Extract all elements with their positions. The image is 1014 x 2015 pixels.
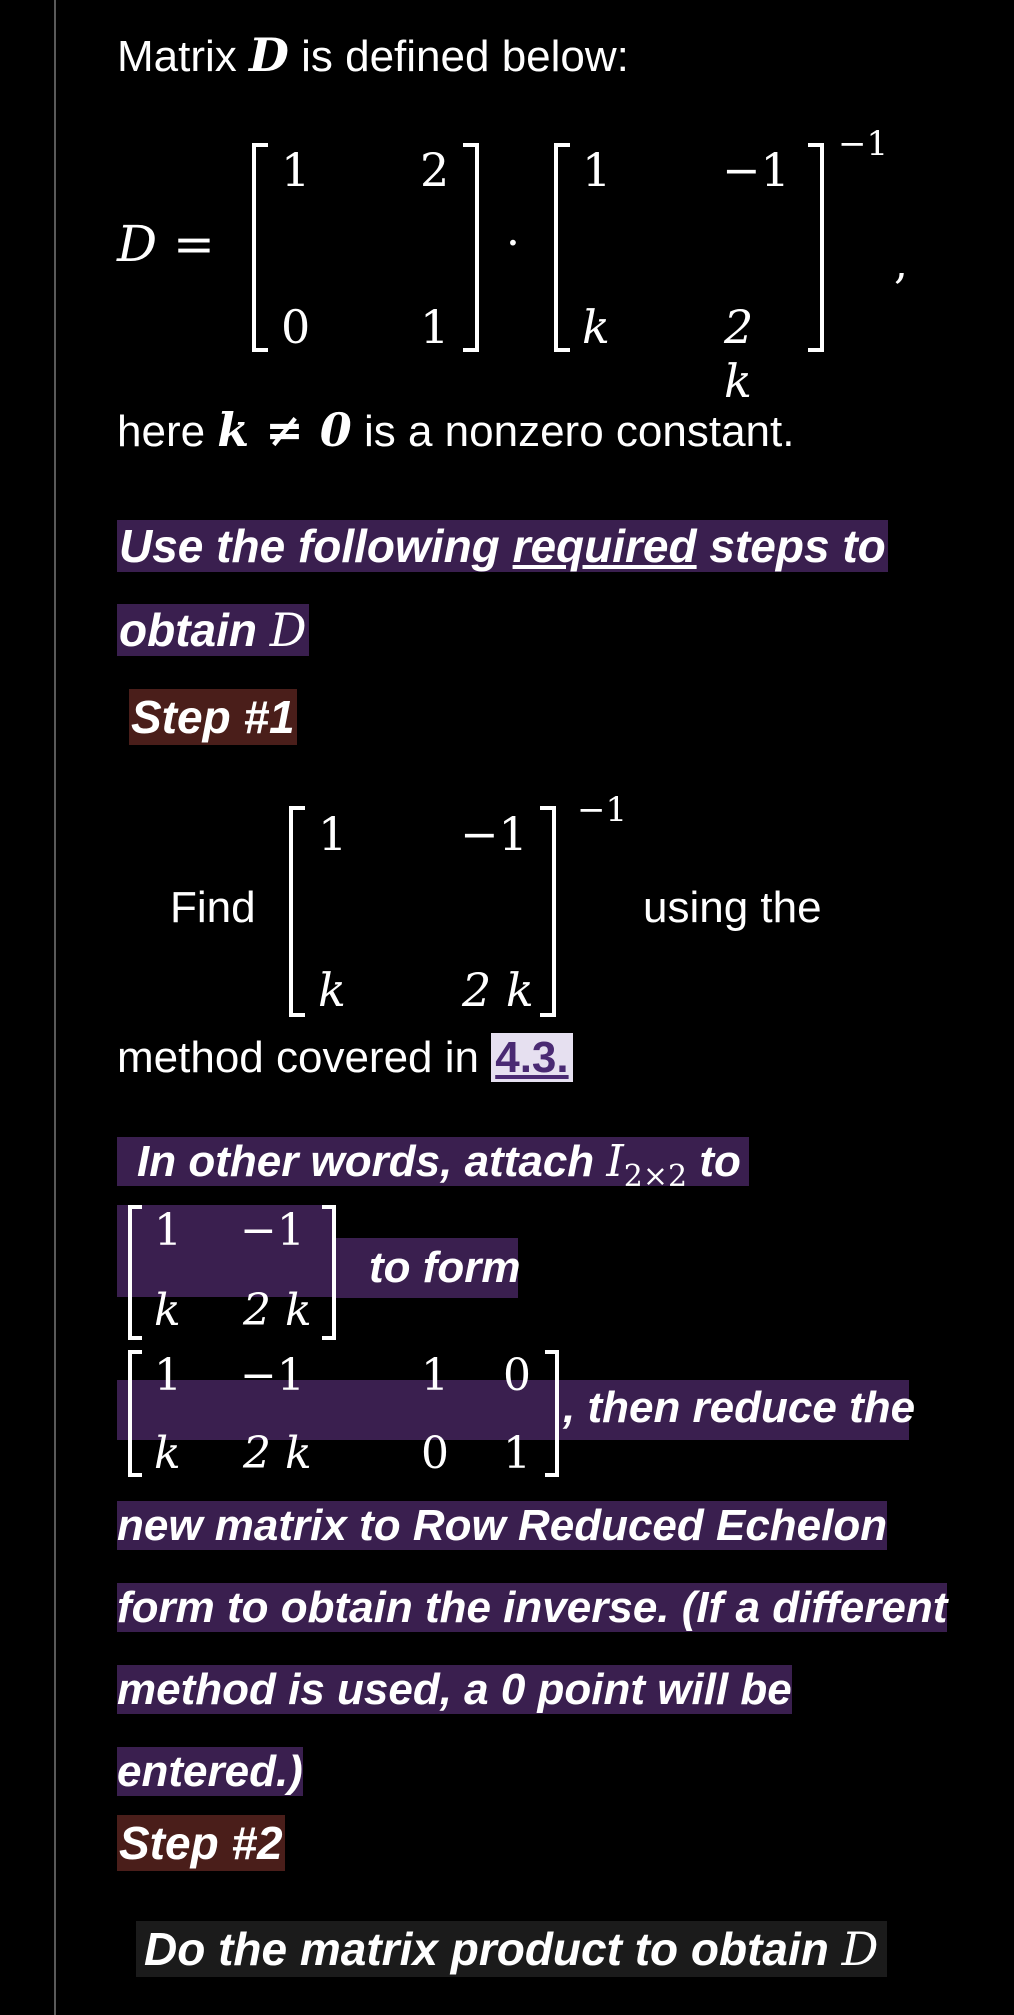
explanation-line-5: form to obtain the inverse. (If a different <box>117 1583 948 1632</box>
intro-symbol: D <box>249 28 289 82</box>
required-emphasis: required <box>512 520 697 572</box>
small-matrix-cell: 1 <box>154 1205 182 1256</box>
matrix-a-cell: 1 <box>281 143 311 197</box>
augmented-cell: k <box>154 1428 181 1479</box>
explanation-attach: In other words, attach <box>137 1137 607 1186</box>
condition-prefix: here <box>117 407 218 456</box>
augmented-cell: 2 k <box>243 1428 312 1479</box>
augmented-cell: 0 <box>503 1350 531 1401</box>
definition-trailing-comma: , <box>894 238 908 289</box>
explanation-to: to <box>687 1137 741 1186</box>
definition-lhs: D <box>117 215 158 273</box>
to-form-text: to form <box>369 1243 521 1292</box>
explanation-line-7: entered.) <box>117 1747 303 1796</box>
identity-subscript: 2×2 <box>623 1158 688 1194</box>
step-2-instruction <box>136 1922 887 1976</box>
matrix-b-cell: −1 <box>722 143 790 197</box>
step-1-matrix-cell: −1 <box>460 807 528 861</box>
definition-equals: = <box>173 215 215 273</box>
step-2-label <box>117 1816 285 1870</box>
matrix-b-cell: 2 k <box>724 300 754 408</box>
step-2-label-text: Step #2 <box>119 1817 283 1869</box>
small-matrix-cell: −1 <box>240 1205 305 1256</box>
step-1-matrix-cell: 1 <box>318 807 348 861</box>
matrix-b-cell: k <box>582 300 610 354</box>
augmented-cell: 1 <box>421 1350 449 1401</box>
step-1-matrix-cell: 2 k <box>462 963 534 1017</box>
matrix-a-cell: 0 <box>281 300 311 354</box>
step-1-matrix-cell: k <box>318 963 346 1017</box>
instruction-symbol: D <box>269 603 307 657</box>
instruction-pre: Use the following <box>119 520 513 572</box>
augmented-cell: 0 <box>421 1428 449 1479</box>
augmented-cell: −1 <box>240 1350 305 1401</box>
step-1-using: using the <box>643 883 822 932</box>
matrix-b-cell: 1 <box>582 143 612 197</box>
step-1-exponent: −1 <box>577 790 628 830</box>
step-1-label-text: Step #1 <box>131 691 295 743</box>
small-matrix-cell: k <box>154 1285 181 1336</box>
small-matrix-cell: 2 k <box>243 1285 312 1336</box>
condition-math: k ≠ 0 <box>217 403 352 457</box>
section-4-3-link[interactable]: 4.3. <box>491 1033 572 1082</box>
matrix-a-cell: 1 <box>420 300 450 354</box>
method-text: method covered in <box>117 1033 492 1082</box>
intro-prefix: Matrix <box>117 32 249 81</box>
augmented-cell: 1 <box>154 1350 182 1401</box>
then-reduce-text: , then reduce the <box>563 1383 916 1432</box>
step-1-find: Find <box>170 883 256 932</box>
intro-suffix: is defined below: <box>288 32 629 81</box>
instruction-post: steps to <box>696 520 886 572</box>
condition-suffix: is a nonzero constant. <box>351 407 795 456</box>
definition-dot: · <box>506 218 520 269</box>
step-2-symbol: D <box>841 1922 879 1976</box>
matrix-a-cell: 2 <box>420 143 450 197</box>
augmented-cell: 1 <box>503 1428 531 1479</box>
instruction-obtain: obtain <box>119 604 270 656</box>
definition-exponent: −1 <box>838 124 889 164</box>
identity-symbol: I <box>606 1136 624 1187</box>
explanation-rest <box>117 1490 947 1818</box>
explanation-line-4: new matrix to Row Reduced Echelon <box>117 1501 888 1550</box>
step-2-text: Do the matrix product to obtain <box>144 1923 842 1975</box>
explanation-line-6: method is used, a 0 point will be <box>117 1665 792 1714</box>
